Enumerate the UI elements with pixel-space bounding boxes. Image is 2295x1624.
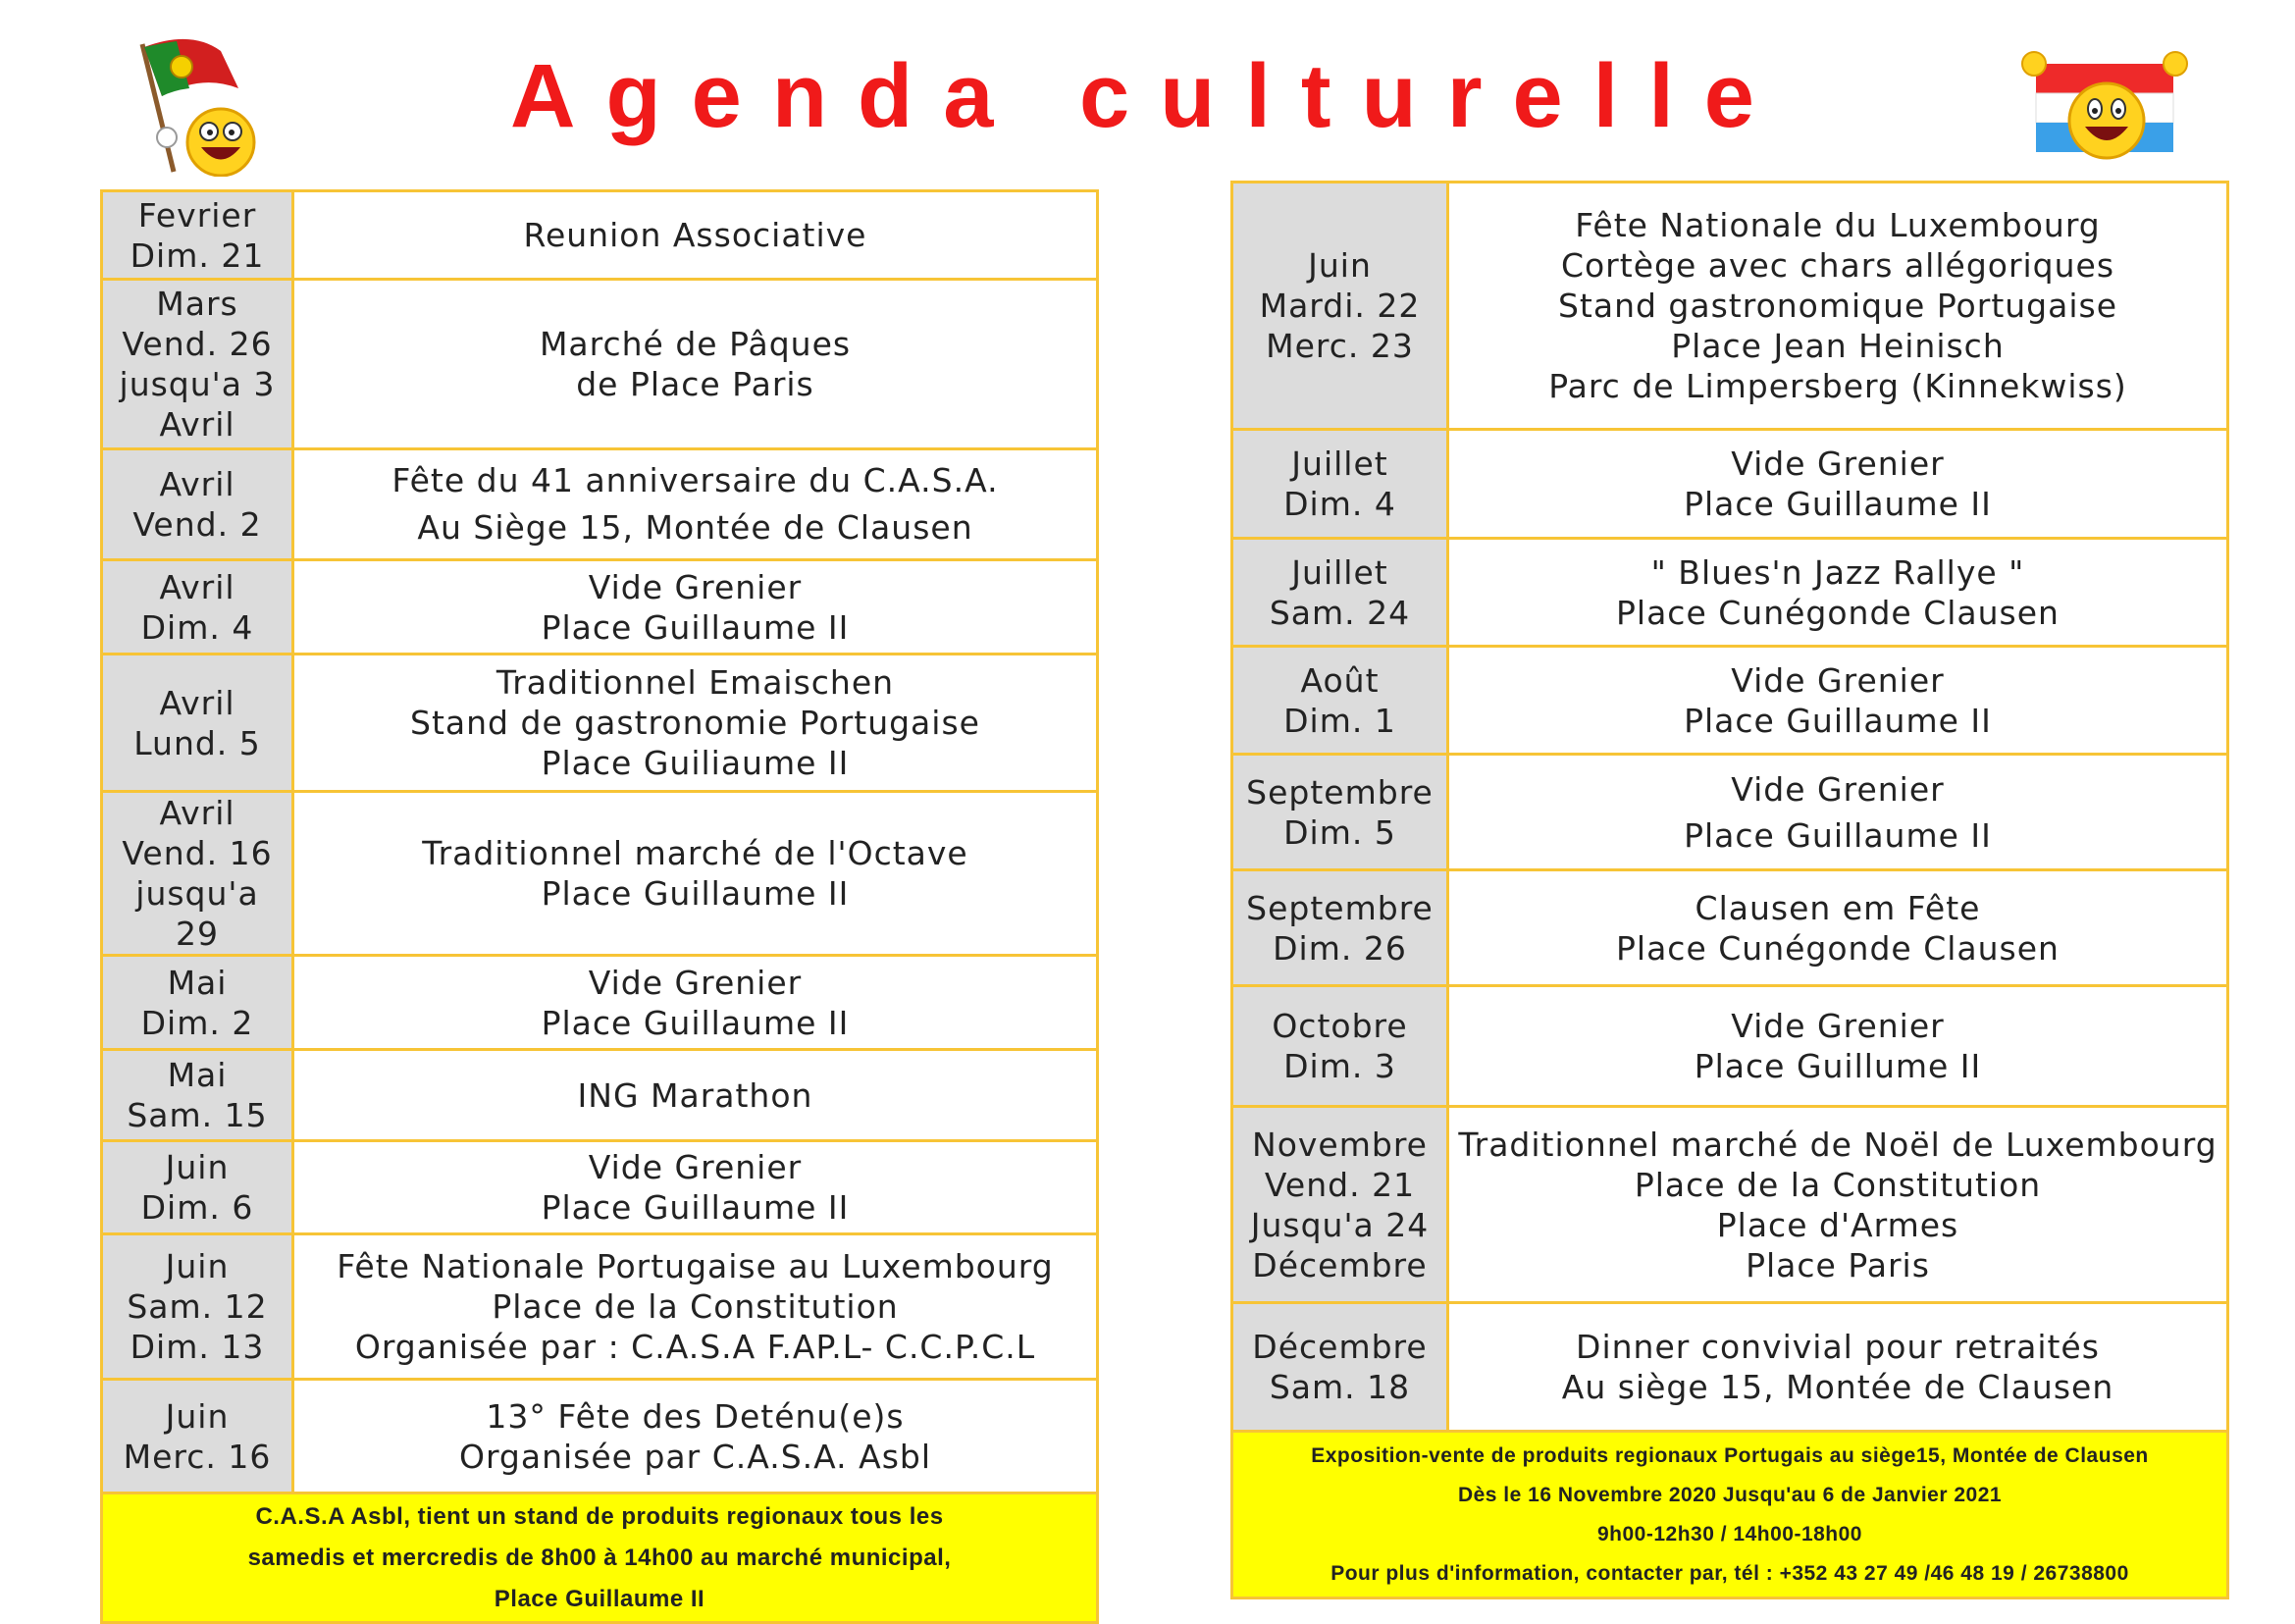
table-row (1232, 986, 2228, 1107)
table-row (102, 1493, 1098, 1623)
event-description: Vide Grenier Place Guillume II (1448, 986, 2228, 1107)
table-row (102, 1380, 1098, 1493)
event-description: Reunion Associative (293, 191, 1098, 280)
agenda-table-right (1230, 181, 2229, 1599)
event-date: Avril Dim. 4 (102, 560, 293, 655)
table-row (1232, 870, 2228, 986)
table-row (102, 956, 1098, 1050)
luxembourg-flag-smiley-icon (2016, 44, 2203, 172)
table-row (102, 655, 1098, 792)
table-row (1232, 647, 2228, 755)
event-date: Juin Sam. 12 Dim. 13 (102, 1234, 293, 1380)
event-description: Traditionnel marché de Noël de Luxembourg Place de la Constitution Place d'Armes Place Paris (1448, 1107, 2228, 1303)
event-description: " Blues'n Jazz Rallye " Place Cunégonde Clausen (1448, 539, 2228, 647)
event-date: Avril Vend. 16 jusqu'a 29 (102, 792, 293, 956)
exhibition-notice: Exposition-vente de produits regionaux Portugais au siège15, Montée de Clausen Dès le 16 Novembre 2020 Jusqu'au 6 de Janvier 2021 9h00-12h30 / 14h00-18h00 Pour plus d'information, contacter par, tél : +352 43 27 49 /46 48 19 / 26738800 (1232, 1432, 2228, 1598)
table-row (1232, 430, 2228, 539)
event-description: Vide Grenier Place Guillaume II (1448, 430, 2228, 539)
event-description: Fête du 41 anniversaire du C.A.S.A. Au Siège 15, Montée de Clausen (293, 449, 1098, 560)
market-stand-notice: C.A.S.A Asbl, tient un stand de produits regionaux tous les samedis et mercredis de 8h00 à 14h00 au marché municipal, Place Guillaume II (102, 1493, 1098, 1623)
event-description: Dinner convivial pour retraités Au siège 15, Montée de Clausen (1448, 1303, 2228, 1432)
event-description: 13° Fête des Deténu(e)s Organisée par C.A.S.A. Asbl (293, 1380, 1098, 1493)
event-description: Vide Grenier Place Guillaume II (293, 956, 1098, 1050)
event-date: Juillet Dim. 4 (1232, 430, 1448, 539)
table-row (1232, 539, 2228, 647)
event-description: Vide Grenier Place Guillaume II (1448, 647, 2228, 755)
table-row (102, 1141, 1098, 1234)
event-date: Mai Sam. 15 (102, 1050, 293, 1141)
table-row (102, 560, 1098, 655)
table-row (102, 792, 1098, 956)
event-description: Vide Grenier Place Guillaume II (293, 560, 1098, 655)
event-date: Novembre Vend. 21 Jusqu'a 24 Décembre (1232, 1107, 1448, 1303)
event-description: Vide Grenier Place Guillaume II (293, 1141, 1098, 1234)
event-description: Traditionnel marché de l'Octave Place Guillaume II (293, 792, 1098, 956)
table-row (102, 1050, 1098, 1141)
event-date: Juin Mardi. 22 Merc. 23 (1232, 183, 1448, 430)
agenda-table-left (100, 189, 1099, 1624)
event-date: Mars Vend. 26 jusqu'a 3 Avril (102, 280, 293, 449)
table-row (1232, 1107, 2228, 1303)
event-date: Juin Dim. 6 (102, 1141, 293, 1234)
event-description: Vide Grenier Place Guillaume II (1448, 755, 2228, 870)
table-row (1232, 1303, 2228, 1432)
event-date: Avril Vend. 2 (102, 449, 293, 560)
event-date: Fevrier Dim. 21 (102, 191, 293, 280)
event-description: Traditionnel Emaischen Stand de gastronomie Portugaise Place Guiliaume II (293, 655, 1098, 792)
table-row (1232, 183, 2228, 430)
event-description: Clausen em Fête Place Cunégonde Clausen (1448, 870, 2228, 986)
event-date: Mai Dim. 2 (102, 956, 293, 1050)
table-row (1232, 755, 2228, 870)
table-row (102, 1234, 1098, 1380)
event-description: ING Marathon (293, 1050, 1098, 1141)
table-row (102, 280, 1098, 449)
table-row (102, 449, 1098, 560)
event-date: Décembre Sam. 18 (1232, 1303, 1448, 1432)
event-date: Juillet Sam. 24 (1232, 539, 1448, 647)
table-row (1232, 1432, 2228, 1598)
table-row (102, 191, 1098, 280)
event-date: Avril Lund. 5 (102, 655, 293, 792)
event-date: Septembre Dim. 26 (1232, 870, 1448, 986)
event-description: Fête Nationale Portugaise au Luxembourg Place de la Constitution Organisée par : C.A.S.A F.AP.L- C.C.P.C.L (293, 1234, 1098, 1380)
event-date: Octobre Dim. 3 (1232, 986, 1448, 1107)
event-date: Juin Merc. 16 (102, 1380, 293, 1493)
event-description: Fête Nationale du Luxembourg Cortège avec chars allégoriques Stand gastronomique Portugaise Place Jean Heinisch Parc de Limpersberg (Kinnekwiss) (1448, 183, 2228, 430)
event-description: Marché de Pâques de Place Paris (293, 280, 1098, 449)
page-title: Agenda culturelle (510, 46, 1785, 146)
event-date: Septembre Dim. 5 (1232, 755, 1448, 870)
portugal-flag-smiley-icon (123, 29, 280, 177)
event-date: Août Dim. 1 (1232, 647, 1448, 755)
